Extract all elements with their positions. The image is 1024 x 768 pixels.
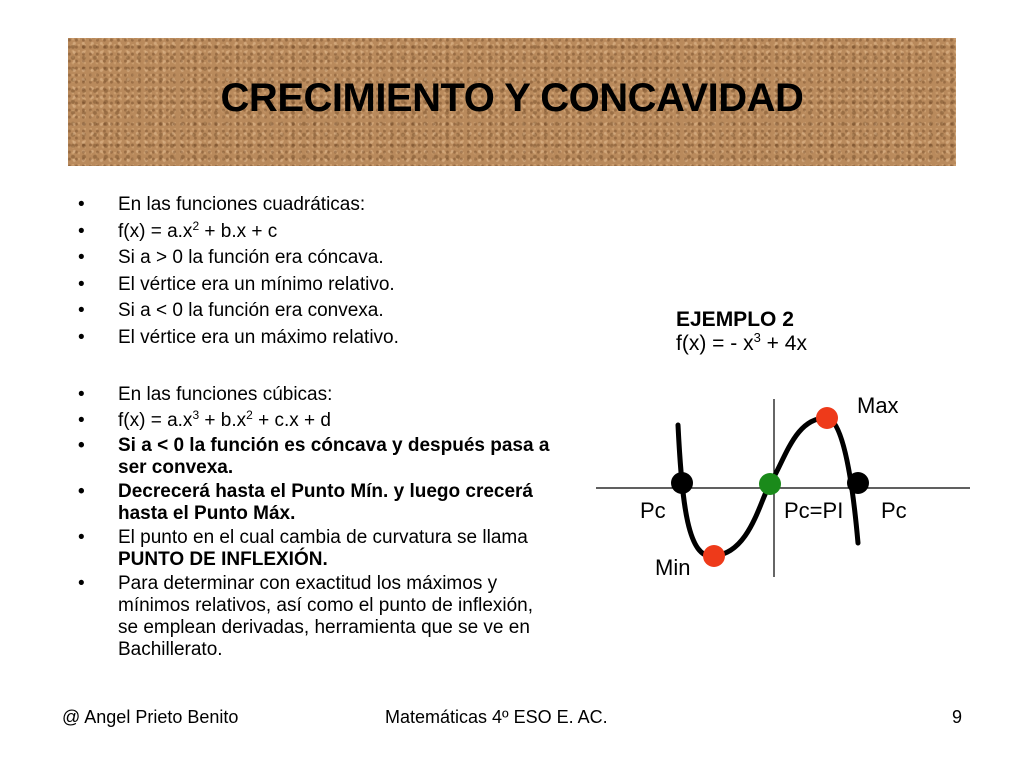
page-number: 9	[952, 707, 963, 727]
pc-left-label: Pc	[640, 498, 666, 523]
list-item: • Decrecerá hasta el Punto Mín. y luego crecerá hasta el Punto Máx.	[78, 481, 558, 525]
list-item: • El punto en el cual cambia de curvatura se llama PUNTO DE INFLEXIÓN.	[78, 527, 558, 571]
list-item: • El vértice era un máximo relativo.	[78, 326, 558, 350]
min-point	[703, 545, 725, 567]
list-item: • En las funciones cuadráticas:	[78, 193, 558, 217]
min-label: Min	[655, 555, 691, 580]
list-item: • El vértice era un mínimo relativo.	[78, 273, 558, 297]
page-title: CRECIMIENTO Y CONCAVIDAD	[220, 76, 804, 120]
cubic-bullet-list	[78, 383, 558, 663]
max-point	[816, 407, 838, 429]
list-item: • $f(x) = a.x^3 + b.x^2 + c.x + d$	[78, 409, 558, 433]
cubic-function-graph	[590, 385, 980, 585]
example-title: EJEMPLO 2	[676, 308, 794, 331]
example-formula: f(x) = - $x^3 + 4x$	[676, 330, 807, 355]
list-item: • Si a > 0 la función era cóncava.	[78, 246, 558, 270]
pc-pi-label: Pc=PI	[784, 498, 844, 523]
pc-right-label: Pc	[881, 498, 907, 523]
list-item: • Si a < 0 la función era convexa.	[78, 299, 558, 323]
list-item: • Si a < 0 la función es cóncava y después pasa a ser convexa.	[78, 435, 558, 479]
footer-author: @ Angel Prieto Benito	[62, 707, 239, 727]
quadratic-bullet-list	[78, 193, 558, 352]
list-item: • $f(x) = a.x^2 + b.x + c$	[78, 220, 558, 244]
cut-point-left	[671, 472, 693, 494]
max-label: Max	[857, 393, 899, 418]
inflection-point	[759, 473, 781, 495]
list-item: • En las funciones cúbicas:	[78, 383, 558, 407]
footer-course: Matemáticas 4º ESO E. AC.	[385, 707, 608, 727]
cut-point-right	[847, 472, 869, 494]
list-item: • Para determinar con exactitud los máximos y mínimos relativos, así como el punto de inflexión, se emplean derivadas, herramienta que se ve en Bachillerato.	[78, 573, 558, 661]
